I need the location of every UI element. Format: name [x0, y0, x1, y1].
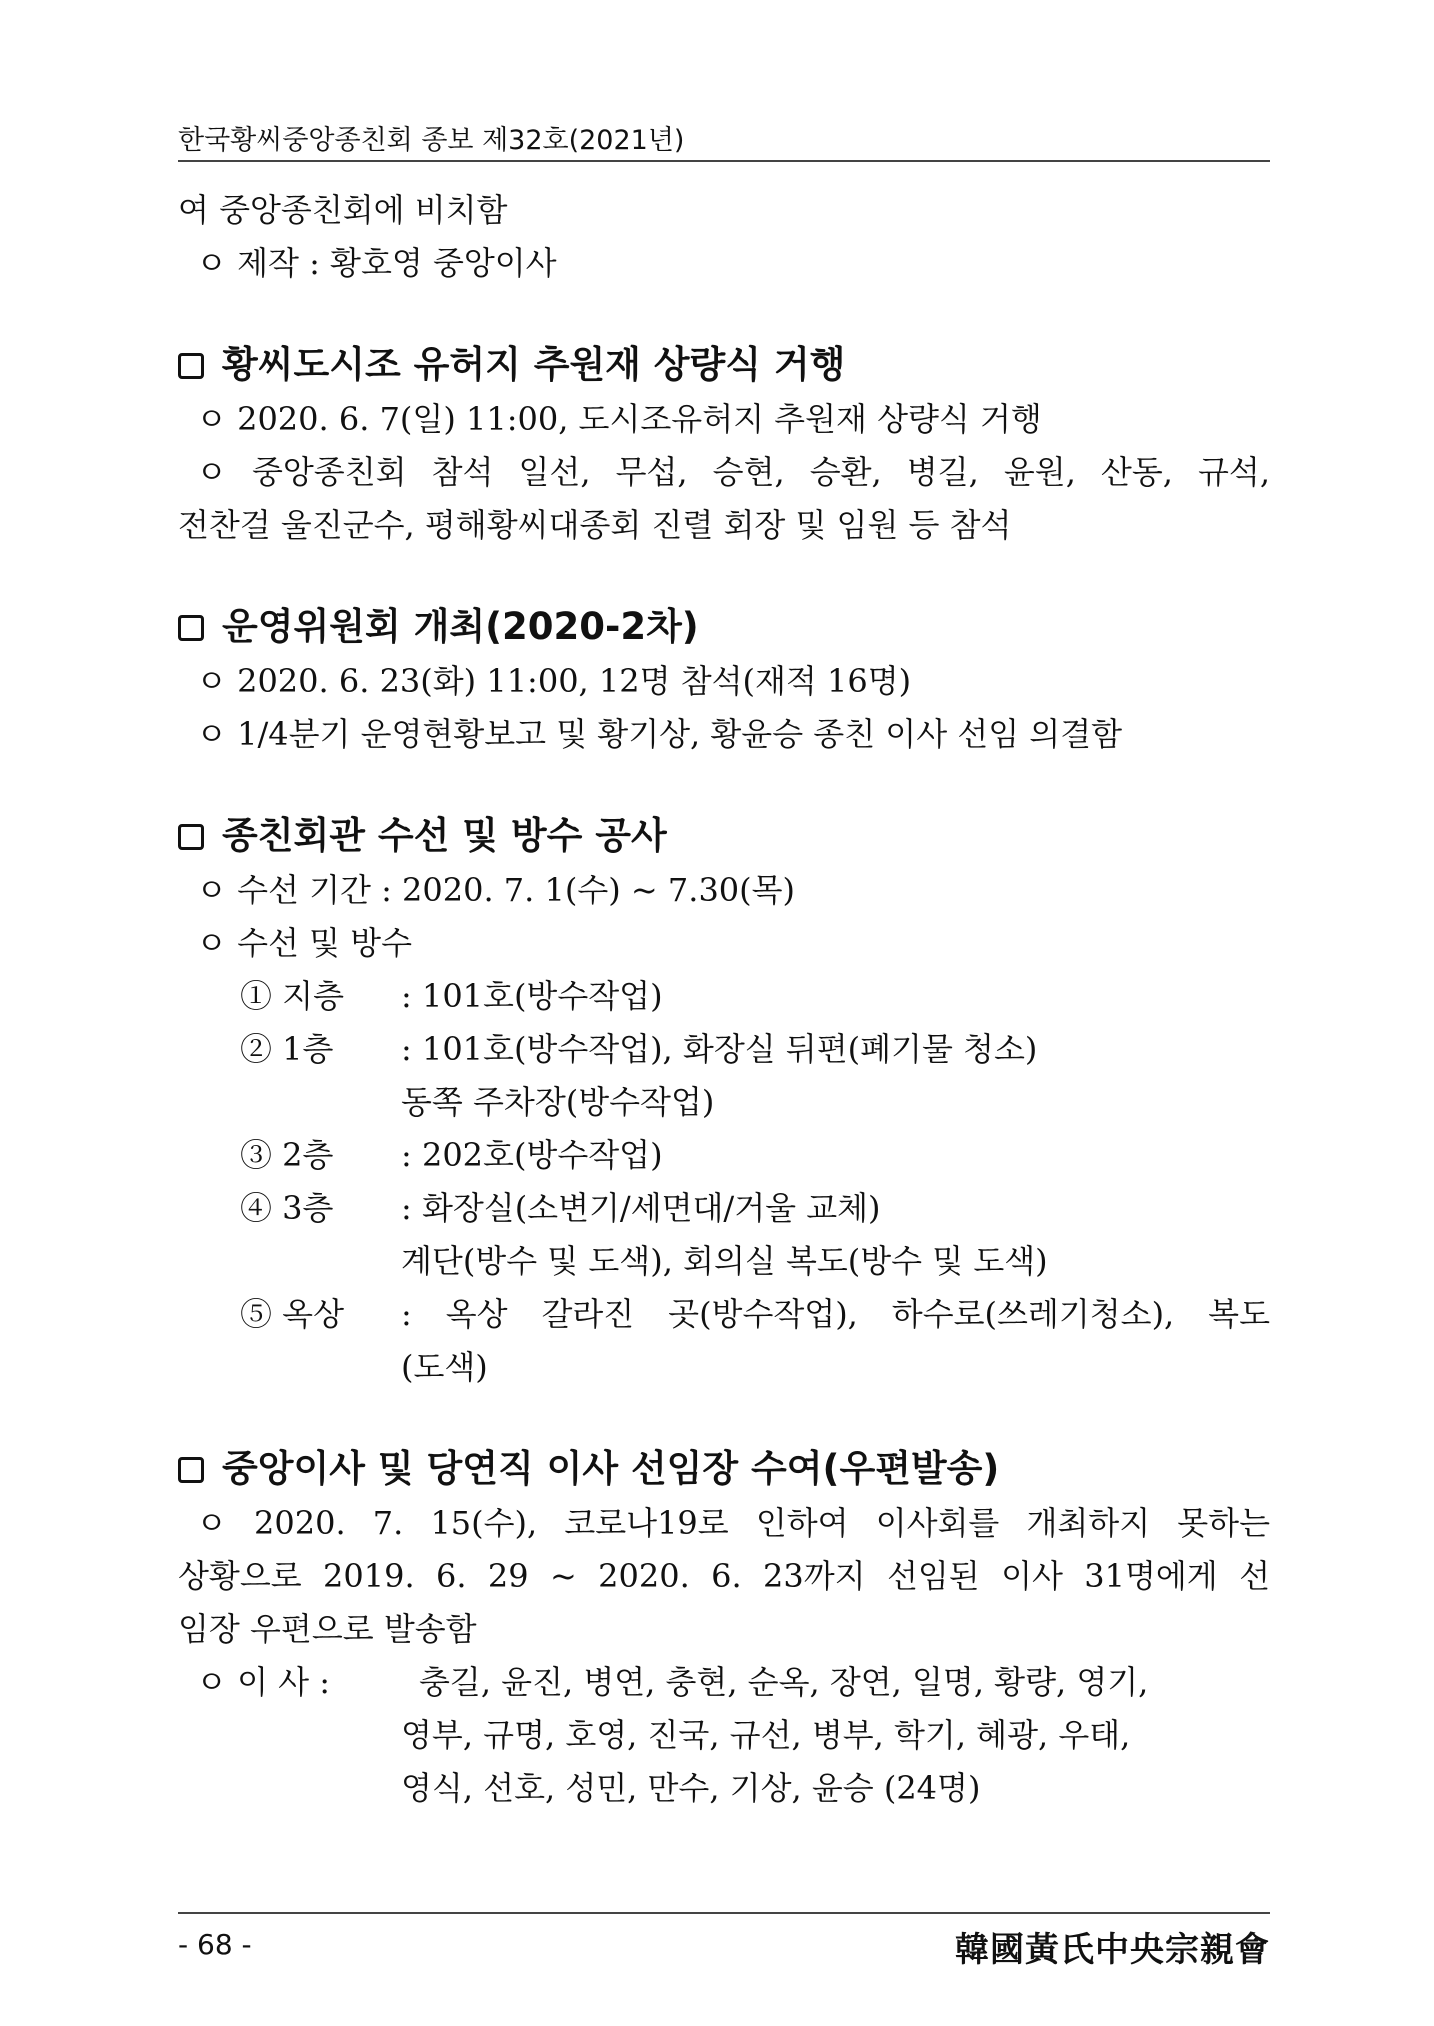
- section-heading-text: 중앙이사 및 당연직 이사 선임장 수여(우편발송): [222, 1447, 1000, 1490]
- checkbox-square-icon: [178, 353, 204, 379]
- repair-item-label: ① 지층: [240, 977, 344, 1015]
- repair-item-continuation: 동쪽 주차장(방수작업): [401, 1083, 715, 1121]
- header-rule: [178, 160, 1270, 162]
- repair-item-continuation: (도색): [401, 1348, 488, 1386]
- repair-item-label: ② 1층: [240, 1030, 334, 1068]
- repair-item-label: ④ 3층: [240, 1189, 334, 1227]
- checkbox-square-icon: [178, 824, 204, 850]
- repair-item: [178, 1182, 1270, 1235]
- intro-line: 여 중앙종친회에 비치함: [178, 191, 508, 229]
- paragraph-line: 임장 우편으로 발송함: [178, 1610, 477, 1648]
- members-line: 영부, 규명, 호영, 진국, 규선, 병부, 학기, 혜광, 우태,: [401, 1716, 1131, 1754]
- intro-bullet: ㅇ 제작 : 황호영 중앙이사: [196, 244, 557, 282]
- repair-item-label: ⑤ 옥상: [240, 1295, 344, 1333]
- page-number: - 68 -: [178, 1928, 252, 1961]
- header-title: 한국황씨중앙종친회 종보 제32호(2021년): [178, 125, 685, 156]
- repair-item-continuation: 계단(방수 및 도색), 회의실 복도(방수 및 도색): [401, 1242, 1048, 1280]
- bullet-line: ㅇ 수선 및 방수: [196, 924, 412, 962]
- bullet-line: ㅇ 1/4분기 운영현황보고 및 황기상, 황윤승 종친 이사 선임 의결함: [196, 715, 1123, 753]
- bullet-line: ㅇ 2020. 6. 7(일) 11:00, 도시조유허지 추원재 상량식 거행: [196, 400, 1042, 438]
- section-heading-text: 종친회관 수선 및 방수 공사: [222, 814, 667, 857]
- members-label: ㅇ 이 사 :: [196, 1663, 331, 1701]
- repair-item-label: ③ 2층: [240, 1136, 334, 1174]
- section-heading-text: 황씨도시조 유허지 추원재 상량식 거행: [222, 343, 846, 386]
- paragraph-line: 상황으로 2019. 6. 29 ~ 2020. 6. 23까지 선임된 이사 31명에게 선: [178, 1557, 1270, 1595]
- paragraph-line: ㅇ 2020. 7. 15(수), 코로나19로 인하여 이사회를 개최하지 못하는: [196, 1504, 1270, 1542]
- members-list: [178, 1656, 1270, 1709]
- members-line: 영식, 선호, 성민, 만수, 기상, 윤승 (24명): [401, 1769, 981, 1807]
- organization-logo: 韓國黃氏中央宗親會: [955, 1930, 1270, 1970]
- footer-rule: [178, 1912, 1270, 1914]
- repair-item: [178, 1023, 1270, 1076]
- repair-item: [178, 1288, 1270, 1341]
- repair-item-text: : 101호(방수작업): [401, 977, 663, 1015]
- section-heading: [178, 599, 1270, 655]
- bullet-continuation: 전찬걸 울진군수, 평해황씨대종회 진렬 회장 및 임원 등 참석: [178, 506, 1012, 544]
- repair-item-text: : 옥상 갈라진 곳(방수작업), 하수로(쓰레기청소), 복도: [401, 1295, 1270, 1333]
- section-heading: [178, 808, 1270, 864]
- repair-item-text: : 화장실(소변기/세면대/거울 교체): [401, 1189, 881, 1227]
- page-content: [178, 184, 1270, 1815]
- repair-item-text: : 101호(방수작업), 화장실 뒤편(폐기물 청소): [401, 1030, 1038, 1068]
- members-line: 충길, 윤진, 병연, 충현, 순옥, 장연, 일명, 황량, 영기,: [419, 1663, 1149, 1701]
- bullet-line: ㅇ 중앙종친회 참석 일선, 무섭, 승현, 승환, 병길, 윤원, 산동, 규석,: [196, 453, 1270, 491]
- repair-item: [178, 970, 1270, 1023]
- checkbox-square-icon: [178, 615, 204, 641]
- checkbox-square-icon: [178, 1457, 204, 1483]
- section-heading: [178, 337, 1270, 393]
- repair-item: [178, 1129, 1270, 1182]
- bullet-line: ㅇ 2020. 6. 23(화) 11:00, 12명 참석(재적 16명): [196, 662, 912, 700]
- bullet-line: ㅇ 수선 기간 : 2020. 7. 1(수) ~ 7.30(목): [196, 871, 796, 909]
- section-heading-text: 운영위원회 개최(2020-2차): [222, 605, 699, 648]
- repair-item-text: : 202호(방수작업): [401, 1136, 663, 1174]
- section-heading: [178, 1441, 1270, 1497]
